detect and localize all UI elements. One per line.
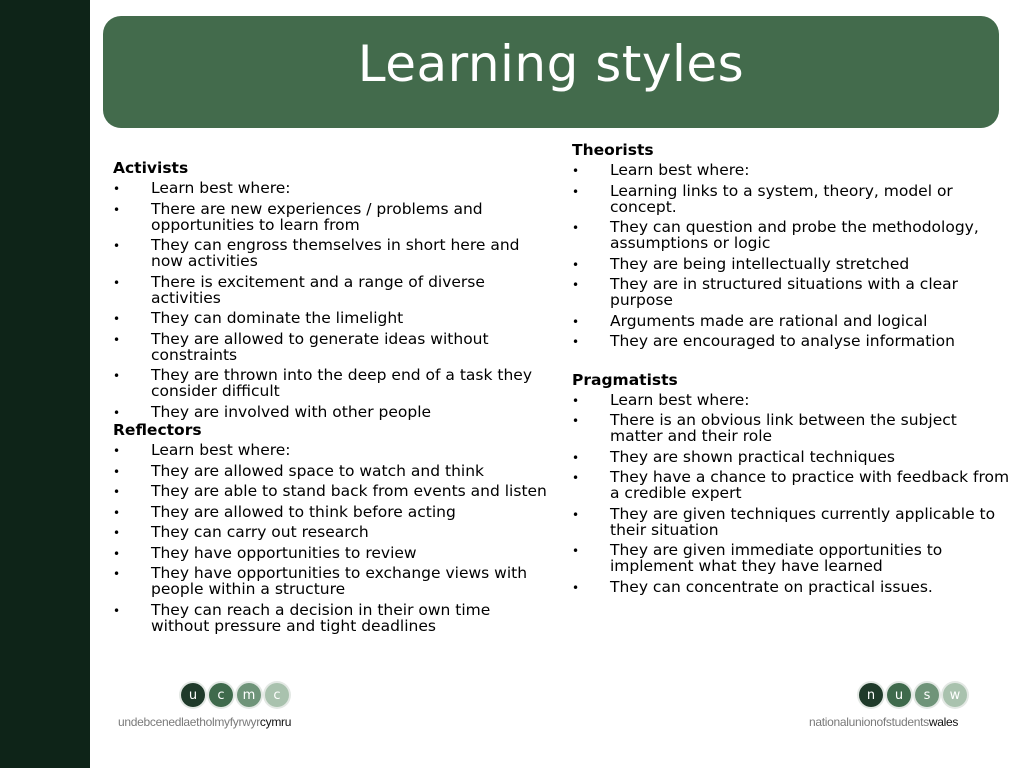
logo-letter-circle: c [265,683,289,707]
logo-letter-circle: c [209,683,233,707]
left-sidebar-band [0,0,90,768]
logo-letter-circle: w [943,683,967,707]
list-item: • They can engross themselves in short here and now activities [113,237,553,269]
logo-caption-bold: wales [928,715,959,729]
list-item: • They can dominate the limelight [113,310,553,326]
list-item: • They have a chance to practice with feedback from a credible expert [572,469,1012,501]
list-item: • They are able to stand back from events and listen [113,483,553,499]
list-item: • They are given immediate opportunities to implement what they have learned [572,542,1012,574]
slide-title: Learning styles [357,35,745,93]
list-item: • They have opportunities to exchange views with people within a structure [113,565,553,597]
reflectors-heading: Reflectors [113,421,202,439]
list-item: • They can concentrate on practical issues. [572,579,1012,595]
right-column [572,142,1012,599]
list-item: • They are being intellectually stretched [572,256,1012,272]
list-item: • Learn best where: [113,442,553,458]
nusw-logo-circles [859,683,967,707]
left-column [113,160,553,638]
logo-caption-bold: cymru [259,715,292,729]
activists-list [113,180,553,420]
title-banner [103,16,999,128]
theorists-heading: Theorists [572,141,654,159]
nusw-logo-caption [809,715,967,729]
pragmatists-heading: Pragmatists [572,370,678,389]
logo-caption-main: nationalunionofstudents [809,715,929,729]
list-item: • They are allowed space to watch and think [113,463,553,479]
list-item: • Learn best where: [572,162,1012,178]
list-item: • Learning links to a system, theory, model or concept. [572,183,1012,215]
list-item: • They are given techniques currently applicable to their situation [572,506,1012,538]
theorists-list [572,162,1012,349]
list-item: • There are new experiences / problems and opportunities to learn from [113,201,553,233]
list-item: • They have opportunities to review [113,545,553,561]
list-item: • They are involved with other people [113,404,553,420]
logo-caption-main: undebcenedlaetholmyfyrwyr [118,715,260,729]
list-item: • They can reach a decision in their own time without pressure and tight deadlines [113,602,553,634]
list-item: • They can carry out research [113,524,553,540]
list-item: • They are thrown into the deep end of a task they consider difficult [113,367,553,399]
list-item: • Learn best where: [113,180,553,196]
list-item: • They are encouraged to analyse information [572,333,1012,349]
ucmc-logo [118,683,291,729]
list-item: • There is an obvious link between the subject matter and their role [572,412,1012,444]
pragmatists-list [572,392,1012,595]
list-item: • Learn best where: [572,392,1012,408]
list-item: • Arguments made are rational and logical [572,313,1012,329]
list-item: • They can question and probe the methodology, assumptions or logic [572,219,1012,251]
list-item: • They are allowed to generate ideas without constraints [113,331,553,363]
ucmc-logo-circles [181,683,291,707]
logo-letter-circle: m [237,683,261,707]
logo-letter-circle: s [915,683,939,707]
ucmc-logo-caption [118,715,291,729]
list-item: • They are shown practical techniques [572,449,1012,465]
list-item: • They are in structured situations with a clear purpose [572,276,1012,308]
reflectors-list [113,442,553,634]
activists-heading: Activists [113,159,189,177]
list-item: • There is excitement and a range of diverse activities [113,274,553,306]
nusw-logo [809,683,967,729]
logo-letter-circle: u [181,683,205,707]
logo-letter-circle: n [859,683,883,707]
list-item: • They are allowed to think before acting [113,504,553,520]
logo-letter-circle: u [887,683,911,707]
section-spacer [572,354,1012,372]
